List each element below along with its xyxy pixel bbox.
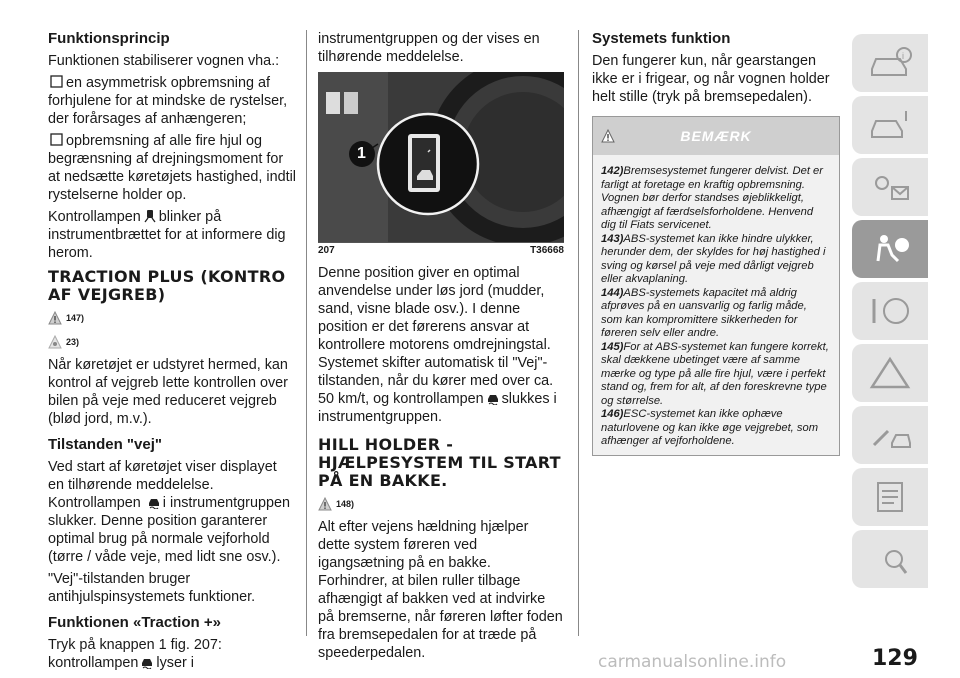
note-item: 146)ESC-systemet kan ikke ophæve naturlovene og kan ikke øge vejgrebet, som afhænger af vejforholdene. xyxy=(601,408,819,447)
tab-maintenance[interactable] xyxy=(852,406,928,464)
warning-reference: 148) xyxy=(318,494,564,514)
dashboard-photo xyxy=(318,72,564,242)
paragraph: instrumentgruppen og der vises en tilhørende meddelelse. xyxy=(318,31,540,65)
paragraph: Funktionen stabiliserer vognen vha.: xyxy=(48,53,280,69)
figure-caption xyxy=(318,242,564,256)
column-middle xyxy=(318,30,564,666)
safety-airbag-icon xyxy=(866,231,914,267)
note-item: 143)ABS-systemet kan ikke hindre ulykker, herunder dem, der skyldes for høj hastighed i sving og kørsel på veje med dårligt vejgreb eller akvaplaning. xyxy=(601,232,826,285)
column-right xyxy=(592,30,840,456)
paragraph: Ved start af køretøjet viser displayet en tilhørende meddelelse. Kontrollampen i instrumentgruppen slukker. Denne position garanterer optimal brug på normale vejforhold (tørre / våde veje, med lidt sne osv.). xyxy=(48,459,290,565)
figure-traction-button xyxy=(318,72,564,242)
paragraph: Når køretøjet er udstyret hermed, kan kontrol af vejgreb lette kontrollen over bilen på veje med reduceret vejgreb (blød jord, m.v.). xyxy=(48,357,288,427)
bullet-item: en asymmetrisk opbremsning af forhjulene for at mindske de rystelser, der forårsages af anhængeren; xyxy=(48,75,288,127)
figure-code: T36668 xyxy=(530,245,564,256)
note-box xyxy=(592,116,840,456)
tab-car-info[interactable] xyxy=(852,34,928,92)
tab-index[interactable] xyxy=(852,530,928,588)
info-reference: 23) xyxy=(48,332,296,352)
heading-traction-function: Funktionen «Traction +» xyxy=(48,614,221,631)
traction-lamp-icon xyxy=(147,495,161,509)
warning-reference: 147) xyxy=(48,308,296,328)
column-divider xyxy=(306,30,307,636)
lights-message-icon xyxy=(866,169,914,205)
column-left xyxy=(48,30,296,676)
tab-lights-messages[interactable] xyxy=(852,158,928,216)
heading-hill-holder: HILL HOLDER - HJÆLPESYSTEM TIL START PÅ EN BAKKE. xyxy=(318,435,561,490)
watermark: carmanualsonline.info xyxy=(598,652,787,672)
figure-callout-number: 1 xyxy=(357,145,366,162)
heading-road-mode: Tilstanden "vej" xyxy=(48,436,162,453)
paragraph: Den fungerer kun, når gearstangen ikke er i frigear, og når vognen holder helt stille (tryk på bremsepedalen). xyxy=(592,53,830,105)
svg-text:i: i xyxy=(902,51,904,61)
paragraph: "Vej"-tilstanden bruger antihjulspinsystemets funktioner. xyxy=(48,571,256,605)
car-info-icon xyxy=(866,45,914,81)
warning-triangle-icon xyxy=(601,129,615,143)
note-list xyxy=(593,155,839,455)
note-item: 144)ABS-systemets kapacitet må aldrig afprøves på en uansvarlig og farlig måde, som kan kompromittere sikkerheden for føreren selv eller andre. xyxy=(601,286,807,339)
checkbox-bullet-icon xyxy=(50,133,64,147)
specifications-list-icon xyxy=(866,479,914,515)
page-number: 129 xyxy=(872,646,918,671)
info-triangle-icon xyxy=(48,335,62,349)
tab-starting-driving[interactable] xyxy=(852,282,928,340)
tab-emergency[interactable] xyxy=(852,344,928,402)
warning-triangle-icon xyxy=(866,355,914,391)
paragraph: Denne position giver en optimal anvendelse under løs jord (mudder, sand, visne blade osv.). I denne position er det førerens ansvar at kontrollere motorens omdrejningstal. Systemet skifter automatisk til "Vej"-tilstanden, når du kører med over ca. 50 km/t, og kontrollampen slukkes i instrumentgruppen. xyxy=(318,265,557,425)
index-abc-icon xyxy=(866,541,914,577)
note-title: BEMÆRK xyxy=(680,128,752,144)
warning-triangle-icon xyxy=(48,311,62,325)
car-warning-icon xyxy=(866,107,914,143)
warning-triangle-icon xyxy=(318,497,332,511)
heading-traction-plus: TRACTION PLUS (KONTRO AF VEJGREB) xyxy=(48,267,286,304)
note-header xyxy=(593,117,839,155)
heading-principle: Funktionsprincip xyxy=(48,30,170,47)
paragraph: Kontrollampen blinker på instrumentbrættet for at informere dig herom. xyxy=(48,209,286,261)
tab-safety[interactable] xyxy=(852,220,928,278)
figure-number: 207 xyxy=(318,245,335,256)
traction-lamp-icon xyxy=(486,391,500,405)
note-item: 142)Bremsesystemet fungerer delvist. Det er farligt at foretage en kraftig opbremsning. Vognen bør derfor standses øjeblikkeligt, afhængigt af færdselsforholdene. Henvend dig til Fiats servicenet. xyxy=(601,165,823,231)
bullet-item: opbremsning af alle fire hjul og begrænsning af drejningsmoment for at nedsætte køretøjets hastighed, indtil rystelserne holder op. xyxy=(48,133,296,203)
tools-car-icon xyxy=(866,417,914,453)
column-divider xyxy=(578,30,579,636)
trailer-sway-lamp-icon xyxy=(143,209,157,223)
traction-lamp-icon xyxy=(140,655,154,669)
tab-car-warning[interactable] xyxy=(852,96,928,154)
heading-system-function: Systemets funktion xyxy=(592,30,731,47)
checkbox-bullet-icon xyxy=(50,75,64,89)
paragraph: Alt efter vejens hældning hjælper dette system føreren ved igangsætning på en bakke. Forhindrer, at bilen ruller tilbage afhængigt af bakken ved at indvirke på bremserne, når føreren løfter foden fra bremsepedalen for at træde på speederpedalen. xyxy=(318,519,563,661)
key-steering-icon xyxy=(866,293,914,329)
chapter-sidebar xyxy=(852,34,928,592)
tab-technical-data[interactable] xyxy=(852,468,928,526)
note-item: 145)For at ABS-systemet kan fungere korrekt, skal dækkene ubetinget være af samme mærke og type på alle fire hjul, være i perfekt stand og, frem for alt, af den foreskrevne type og størrelse. xyxy=(601,340,829,407)
paragraph: Tryk på knappen 1 fig. 207: kontrollampen lyser i xyxy=(48,637,222,671)
